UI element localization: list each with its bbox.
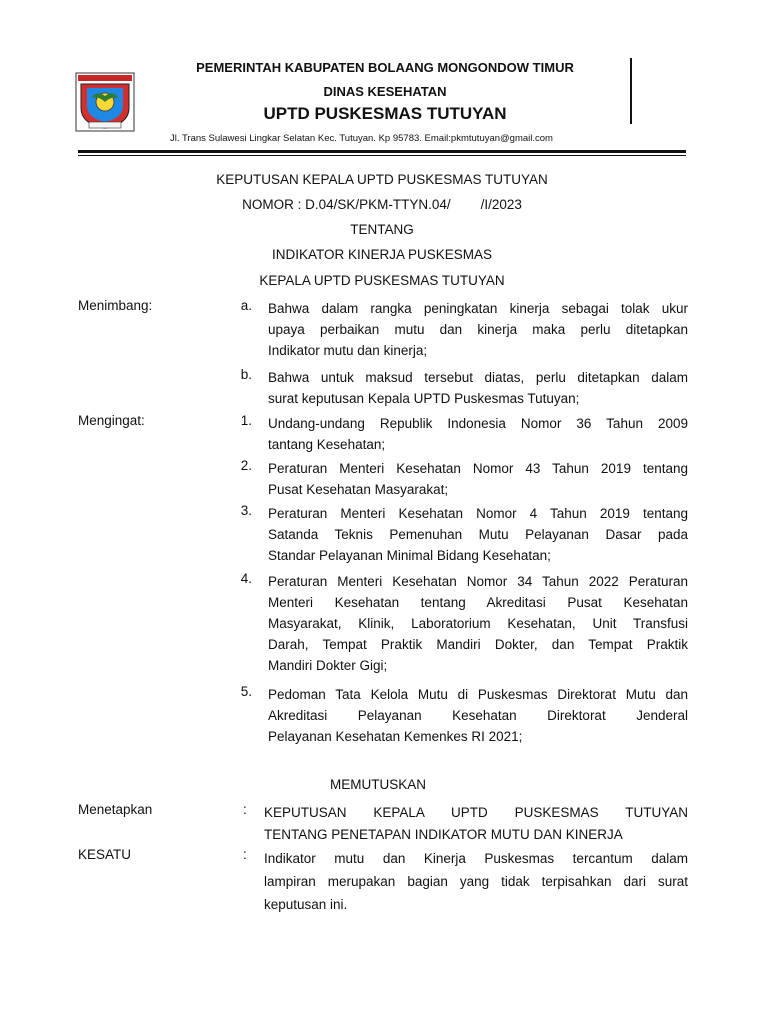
mengingat-item-4: Peraturan Menteri Kesehatan Nomor 34 Tahun 2022 Peraturan Menteri Kesehatan tentang Akreditasi Pusat Kesehatan Masyarakat, Klinik, Laboratorium Kesehatan, Unit Transfusi Darah, Tempat Praktik Mandiri Dokter, dan Tempat Praktik Mandiri Dokter Gigi; xyxy=(268,574,688,673)
kesatu-text: Indikator mutu dan Kinerja Puskesmas tercantum dalam lampiran merupakan bagian yang tidak terpisahkan dari surat keputusan ini. xyxy=(264,851,688,912)
menetapkan-label: Menetapkan xyxy=(78,802,153,817)
header-puskesmas: UPTD PUSKESMAS TUTUYAN xyxy=(263,104,507,123)
menimbang-label: Menimbang: xyxy=(78,298,153,313)
mengingat-marker-1: 1. xyxy=(240,413,252,428)
decree-issuer: KEPALA UPTD PUSKESMAS TUTUYAN xyxy=(259,273,505,288)
kesatu-label: KESATU xyxy=(78,847,132,862)
decree-subject: INDIKATOR KINERJA PUSKESMAS xyxy=(271,247,493,262)
mengingat-item-2: Peraturan Menteri Kesehatan Nomor 43 Tahun 2019 tentang Pusat Kesehatan Masyarakat; xyxy=(268,461,688,497)
header-rule-thick xyxy=(78,150,686,153)
menetapkan-colon: : xyxy=(243,802,247,817)
menimbang-item-a: Bahwa dalam rangka peningkatan kinerja sebagai tolak ukur upaya perbaikan mutu dan kinerja maka perlu ditetapkan Indikator mutu dan kinerja; xyxy=(268,301,688,358)
menetapkan-text: KEPUTUSAN KEPALA UPTD PUSKESMAS TUTUYAN TENTANG PENETAPAN INDIKATOR MUTU DAN KINERJA xyxy=(264,805,688,842)
mengingat-marker-5: 5. xyxy=(240,684,252,699)
mengingat-marker-2: 2. xyxy=(240,458,252,473)
menimbang-item-b: Bahwa untuk maksud tersebut diatas, perlu ditetapkan dalam surat keputusan Kepala UPTD Puskesmas Tutuyan; xyxy=(268,370,688,406)
header-address: Jl. Trans Sulawesi Lingkar Selatan Kec. Tutuyan. Kp 95783. Email:pkmtutuyan@gmail.com xyxy=(170,133,553,144)
mengingat-item-3: Peraturan Menteri Kesehatan Nomor 4 Tahun 2019 tentang Satanda Teknis Pemenuhan Mutu Pelayanan Dasar pada Standar Pelayanan Minimal Bidang Kesehatan; xyxy=(268,506,688,563)
header-rule-thin xyxy=(78,155,686,156)
mengingat-marker-4: 4. xyxy=(240,571,252,586)
mengingat-item-5: Pedoman Tata Kelola Mutu di Puskesmas Direktorat Mutu dan Akreditasi Pelayanan Kesehatan Direktorat Jenderal Pelayanan Kesehatan Kemenkes RI 2021; xyxy=(268,687,688,744)
menimbang-marker-a: a. xyxy=(240,298,252,313)
mengingat-label: Mengingat: xyxy=(78,413,145,428)
header-vertical-divider xyxy=(630,58,632,124)
decree-number: NOMOR : D.04/SK/PKM-TTYN.04/ /I/2023 xyxy=(242,197,522,212)
decree-title: KEPUTUSAN KEPALA UPTD PUSKESMAS TUTUYAN xyxy=(216,172,548,187)
header-government: PEMERINTAH KABUPATEN BOLAANG MONGONDOW TIMUR xyxy=(196,60,574,75)
decree-about: TENTANG xyxy=(350,222,414,237)
mengingat-item-1: Undang-undang Republik Indonesia Nomor 36 Tahun 2009 tantang Kesehatan; xyxy=(268,416,688,452)
memutuskan-heading: MEMUTUSKAN xyxy=(330,777,427,792)
header-department: DINAS KESEHATAN xyxy=(323,84,447,99)
regency-logo xyxy=(75,72,135,132)
mengingat-marker-3: 3. xyxy=(240,503,252,518)
kesatu-colon: : xyxy=(243,847,247,862)
menimbang-marker-b: b. xyxy=(240,367,252,382)
